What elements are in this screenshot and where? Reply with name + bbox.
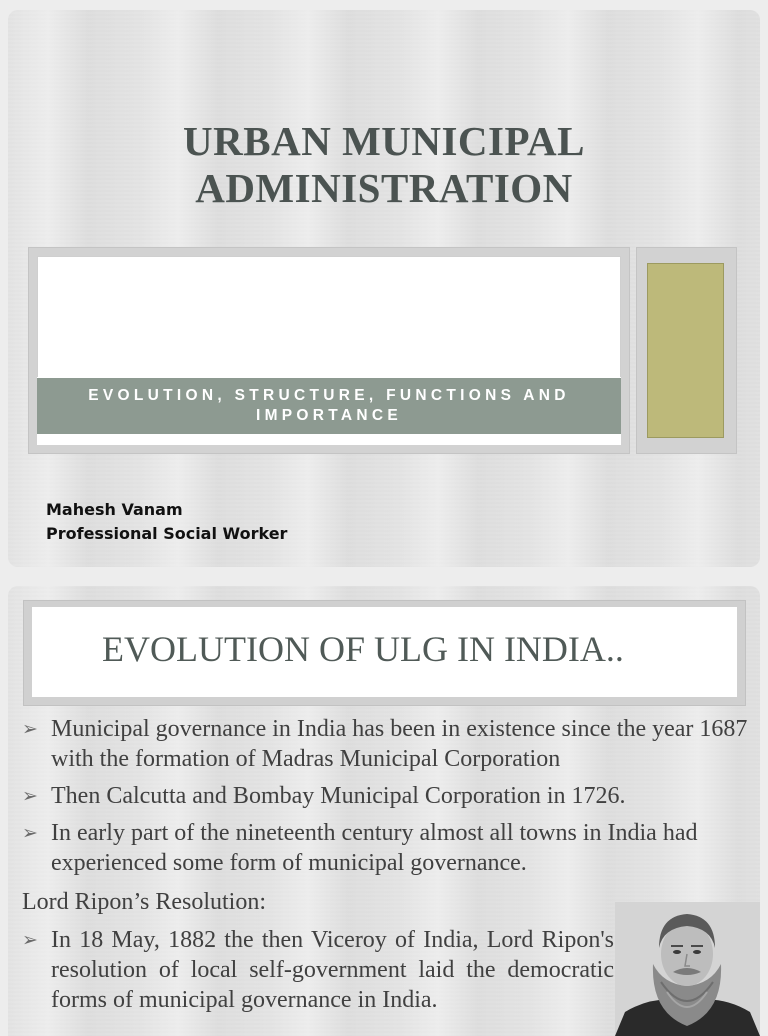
accent-fill (647, 263, 724, 438)
author-block (46, 498, 287, 546)
list-item (22, 925, 614, 1015)
arrow-bullet-icon: ➢ (22, 822, 38, 844)
bullet-text: Then Calcutta and Bombay Municipal Corporation in 1726. (51, 783, 626, 809)
slide-title: EVOLUTION OF ULG IN INDIA.. (102, 629, 624, 669)
subtitle-bar (37, 378, 621, 434)
lord-ripon-portrait (615, 902, 760, 1036)
title-frame (23, 600, 746, 706)
portrait-icon (615, 902, 760, 1036)
title-slide (8, 10, 760, 567)
arrow-bullet-icon: ➢ (22, 929, 38, 951)
author-name: Mahesh Vanam (46, 500, 183, 519)
accent-box (636, 247, 737, 454)
evolution-slide (8, 586, 760, 1036)
arrow-bullet-icon: ➢ (22, 785, 38, 807)
title-line-2: ADMINISTRATION (195, 165, 573, 211)
list-item (22, 714, 748, 774)
list-item (22, 818, 748, 878)
subtitle-band (28, 247, 630, 454)
bullet-text: In 18 May, 1882 the then Viceroy of India, Lord Ripon's resolution of local self-government laid the democratic forms of municipal governance in India. (51, 927, 614, 1013)
list-item (22, 781, 748, 811)
title-line-1: URBAN MUNICIPAL (183, 118, 585, 164)
subtitle-white-area (37, 256, 621, 377)
bullet-text: In early part of the nineteenth century almost all towns in India had experienced some form of municipal governance. (51, 820, 698, 876)
slide-title (8, 118, 760, 212)
arrow-bullet-icon: ➢ (22, 718, 38, 740)
author-role: Professional Social Worker (46, 524, 288, 543)
bullet-list (22, 714, 748, 885)
subheading: Lord Ripon’s Resolution: (22, 889, 267, 915)
bullet-text: Municipal governance in India has been in existence since the year 1687 with the formation of Madras Municipal Corporation (51, 716, 748, 772)
slide-subtitle: EVOLUTION, STRUCTURE, FUNCTIONS AND IMPORTANCE (88, 387, 570, 424)
